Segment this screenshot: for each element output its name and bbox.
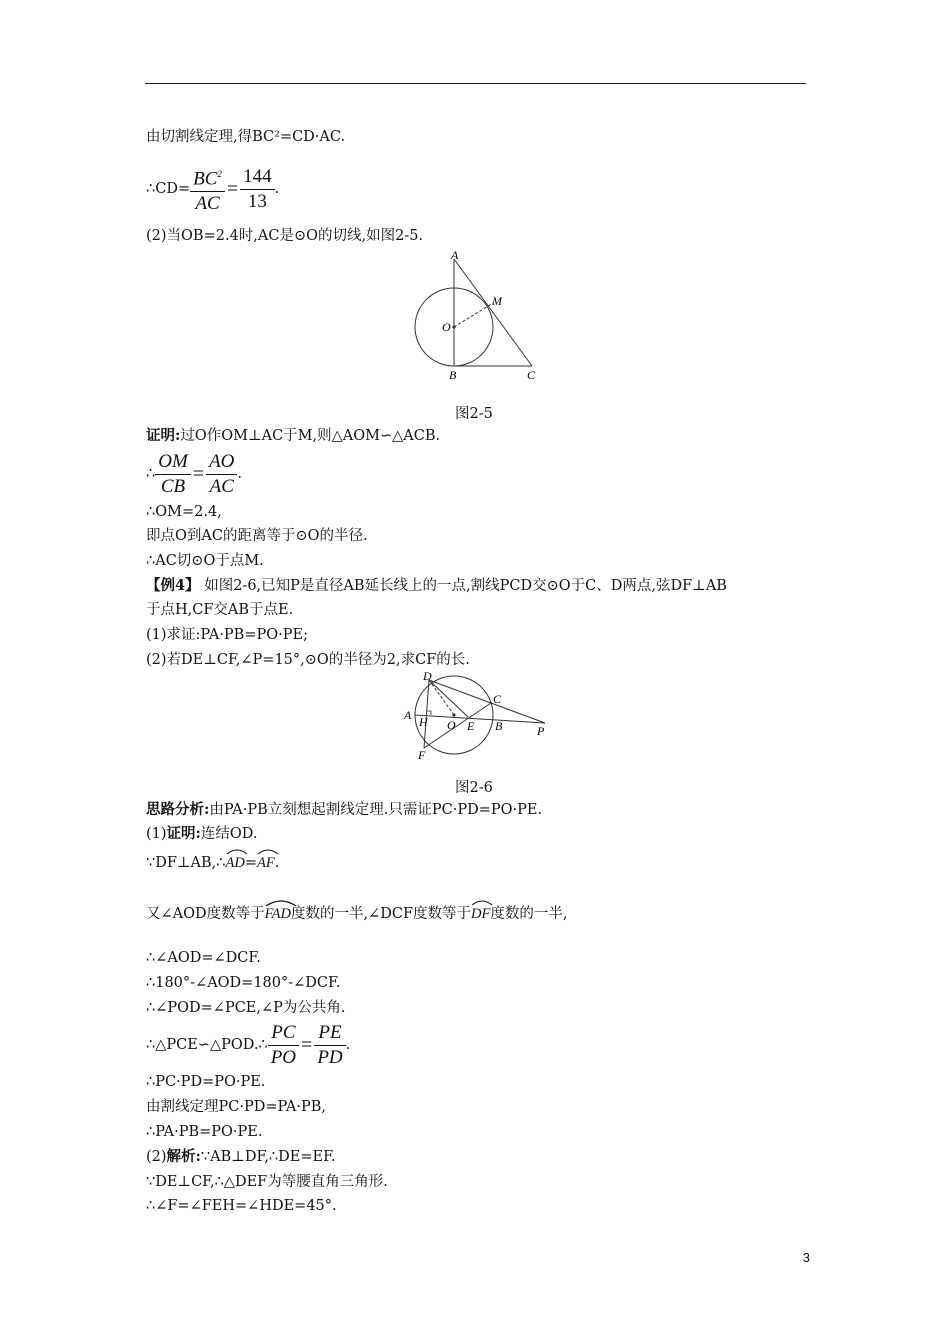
fraction: $\frac{144}{13}$ bbox=[240, 165, 275, 214]
text-line: 由割线定理PC·PD=PA·PB, bbox=[146, 1099, 327, 1115]
page-number: 3 bbox=[802, 1250, 810, 1265]
text-line: 由切割线定理,得BC²=CD·AC. bbox=[146, 129, 346, 145]
text-line: ∴AC切⊙O于点M. bbox=[146, 553, 264, 569]
text-line: 证明:过O作OM⊥AC于M,则△AOM∽△ACB. bbox=[146, 427, 441, 444]
text-line: 思路分析:由PA·PB立刻想起割线定理.只需证PC·PD=PO·PE. bbox=[146, 801, 543, 818]
label-p: P bbox=[537, 724, 545, 738]
point-o bbox=[452, 325, 455, 328]
text-line: ∴180°-∠AOD=180°-∠DCF. bbox=[146, 975, 341, 991]
label-o: O bbox=[442, 320, 451, 334]
label-a: A bbox=[404, 708, 412, 722]
fraction: $\frac{PE}{PD}$ bbox=[314, 1021, 345, 1070]
arc-fad: FAD bbox=[265, 904, 291, 924]
label-c: C bbox=[493, 692, 502, 706]
text-line: ∴OM=2.4, bbox=[146, 504, 222, 520]
text-line: 于点H,CF交AB于点E. bbox=[146, 602, 294, 618]
text-line: ∴PC·PD=PO·PE. bbox=[146, 1074, 266, 1090]
fraction: $\frac{BC^2}{AC}$ bbox=[190, 162, 225, 216]
line-df bbox=[424, 680, 429, 748]
text-line-fraction: ∴△PCE∽△POD.∴ $\frac{PC}{PO}$ = $\frac{PE}{PD}$ . bbox=[146, 1021, 351, 1068]
text-line: ∴∠AOD=∠DCF. bbox=[146, 950, 261, 966]
text-line-fraction: ∴ $\frac{OM}{CB}$ = $\frac{AO}{AC}$ . bbox=[146, 450, 243, 497]
header-rule bbox=[145, 83, 806, 84]
figure-caption: 图2-6 bbox=[455, 780, 493, 796]
label-e: E bbox=[467, 719, 475, 733]
text-line: 【例4】 如图2-6,已知P是直径AB延长线上的一点,割线PCD交⊙O于C、D两点,弦DF⊥AB bbox=[146, 577, 727, 594]
text-line: (1)证明:连结OD. bbox=[146, 825, 258, 842]
point-o bbox=[452, 713, 455, 716]
arc-ad: AD bbox=[226, 853, 245, 873]
text-line: (2)解析:∵AB⊥DF,∴DE=EF. bbox=[146, 1148, 336, 1165]
label-a: A bbox=[451, 248, 459, 262]
label-o: O bbox=[447, 718, 456, 732]
fraction: $\frac{AO}{AC}$ bbox=[206, 450, 237, 499]
line-fc bbox=[424, 703, 491, 748]
line-ac bbox=[454, 259, 532, 366]
line-do bbox=[429, 680, 454, 715]
text-line-arcs: 又∠AOD度数等于 FAD度数的一半,∠DCF度数等于 DF度数的一半, bbox=[146, 904, 567, 924]
text-line: (2)若DE⊥CF,∠P=15°,⊙O的半径为2,求CF的长. bbox=[146, 652, 470, 668]
label-h: H bbox=[419, 715, 428, 729]
text-line: (2)当OB=2.4时,AC是⊙O的切线,如图2-5. bbox=[146, 228, 424, 244]
label-b: B bbox=[495, 719, 503, 733]
figure-2-6 bbox=[400, 668, 560, 768]
fraction: $\frac{OM}{CB}$ bbox=[155, 450, 191, 499]
label-d: D bbox=[423, 669, 432, 683]
figure-2-5 bbox=[405, 245, 555, 385]
arc-af: AF bbox=[257, 853, 275, 873]
arc-df: DF bbox=[471, 904, 490, 924]
text-line-arcs: ∵DF⊥AB,∴ AD= AF. bbox=[146, 853, 279, 873]
text-line-fraction: ∴CD= $\frac{BC^2}{AC}$ = $\frac{144}{13}$ . bbox=[146, 162, 279, 212]
figure-caption: 图2-5 bbox=[455, 406, 493, 422]
text-line: ∴∠F=∠FEH=∠HDE=45°. bbox=[146, 1198, 337, 1214]
text-line: ∴∠POD=∠PCE,∠P为公共角. bbox=[146, 1000, 346, 1016]
text-line: (1)求证:PA·PB=PO·PE; bbox=[146, 627, 308, 643]
text-line: 即点O到AC的距离等于⊙O的半径. bbox=[146, 528, 368, 544]
line-de bbox=[429, 680, 468, 717]
label-c: C bbox=[527, 368, 536, 382]
text-line: ∵DE⊥CF,∴△DEF为等腰直角三角形. bbox=[146, 1174, 388, 1190]
fraction: $\frac{PC}{PO}$ bbox=[268, 1021, 299, 1070]
label-b: B bbox=[449, 368, 457, 382]
label-f: F bbox=[418, 748, 426, 762]
text-line: ∴PA·PB=PO·PE. bbox=[146, 1124, 263, 1140]
label-m: M bbox=[492, 294, 502, 308]
